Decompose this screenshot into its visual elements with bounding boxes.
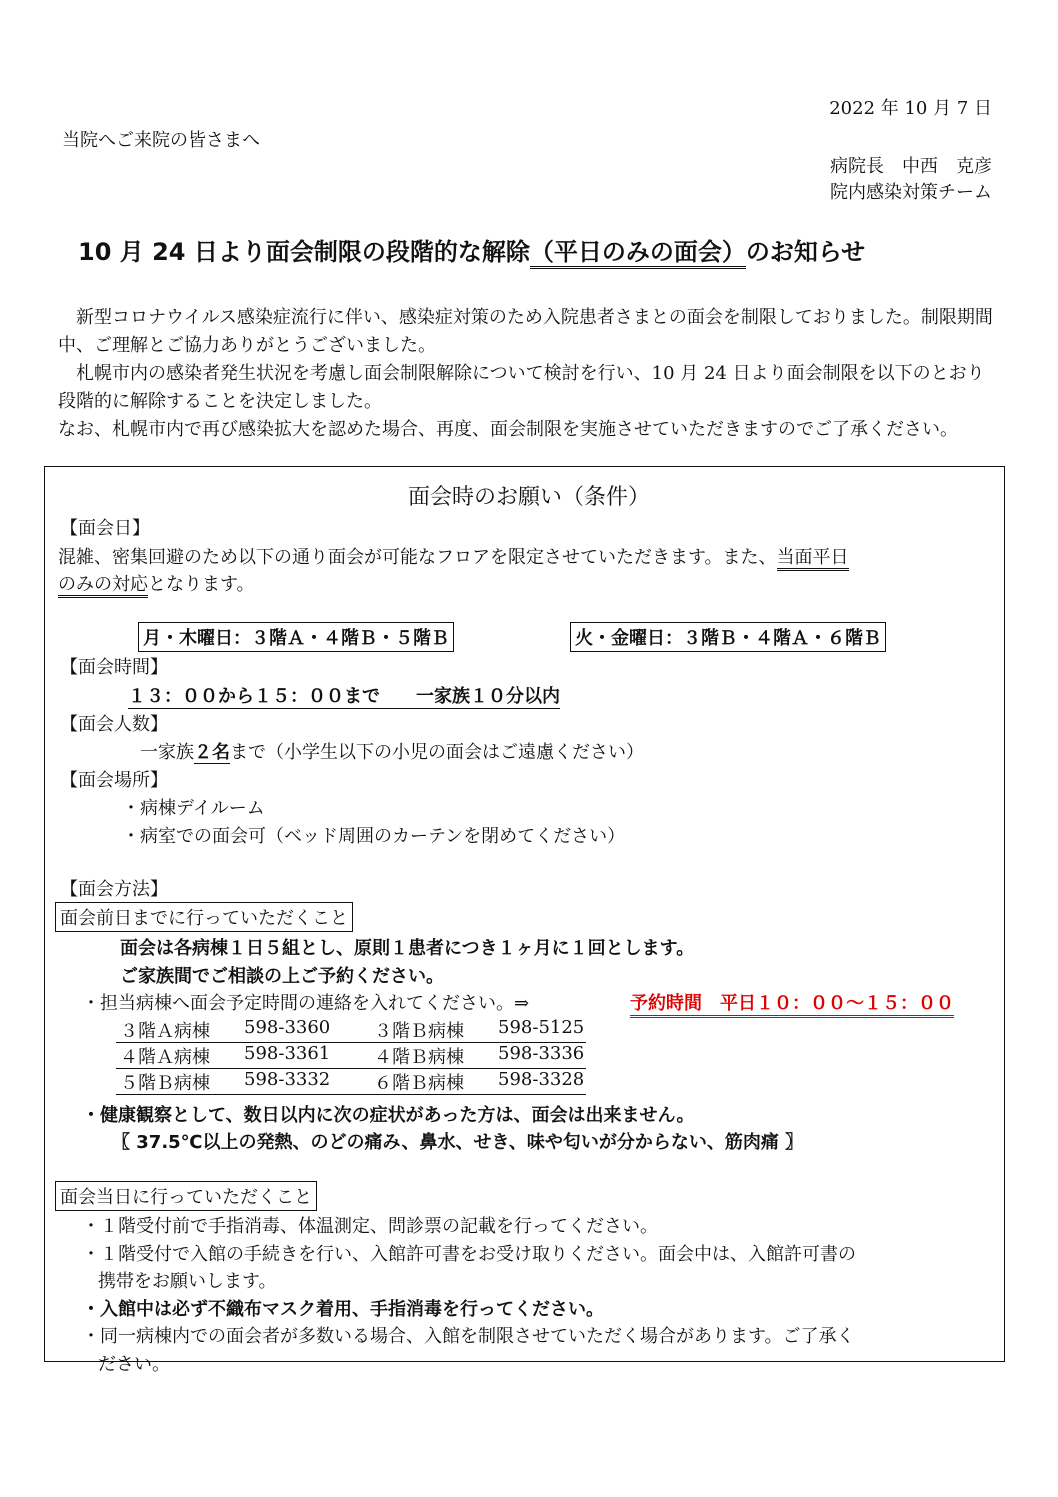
- symptom-list: 〖 37.5℃以上の発熱、のどの痛み、鼻水、せき、味や匂いが分からない、筋肉痛 〗: [112, 1132, 804, 1153]
- title-main: 10 月 24 日より面会制限の段階的な解除: [78, 238, 530, 266]
- day-step-4-cont: ださい。: [98, 1354, 170, 1375]
- ward-name: ３階Ｂ病棟: [374, 1021, 464, 1042]
- phone-number: 598-3328: [498, 1069, 585, 1090]
- days-highlight-2: のみの対応: [58, 574, 148, 598]
- day-step-2-cont: 携帯をお願いします。: [98, 1271, 277, 1292]
- ward-name: ６階Ｂ病棟: [374, 1073, 464, 1094]
- date: 2022 年 10 月 7 日: [829, 98, 992, 119]
- day-heading: 面会当日に行っていただくこと: [55, 1181, 317, 1211]
- phone-number: 598-3332: [244, 1069, 331, 1090]
- count-suffix: まで（小学生以下の小児の面会はご遠慮ください）: [230, 742, 644, 763]
- day-step-3: ・入館中は必ず不織布マスク着用、手指消毒を行ってください。: [82, 1299, 604, 1320]
- count-prefix: 一家族: [140, 742, 194, 763]
- time-label: 【面会時間】: [60, 657, 168, 678]
- schedule-tue-fri: 火・金曜日：３階Ｂ・４階Ａ・６階Ｂ: [570, 622, 886, 652]
- intro-paragraph-2: 札幌市内の感染者発生状況を考慮し面会制限解除について検討を行い、10 月 24 日より面会制限を以下のとおり段階的に解除することを決定しました。: [58, 363, 985, 412]
- phone-row: [116, 1068, 586, 1095]
- contact-instruction: ・担当病棟へ面会予定時間の連絡を入れてください。⇒: [82, 993, 530, 1014]
- days-text-1: 混雑、密集回避のため以下の通り面会が可能なフロアを限定させていただきます。また、: [58, 547, 777, 568]
- method-label: 【面会方法】: [60, 879, 168, 900]
- intro-text: [58, 304, 998, 444]
- sender-name: 病院長 中西 克彦: [830, 156, 992, 177]
- phone-number: 598-3361: [244, 1043, 331, 1064]
- phone-number: 598-3336: [498, 1043, 585, 1064]
- schedule-mon-thu: 月・木曜日：３階Ａ・４階Ｂ・５階Ｂ: [138, 622, 454, 652]
- place-dayroom: ・病棟デイルーム: [122, 798, 265, 819]
- phone-row: [116, 1016, 586, 1043]
- days-highlight-1: 当面平日: [777, 547, 849, 571]
- days-label: 【面会日】: [60, 518, 150, 539]
- count-number: ２名: [194, 742, 230, 763]
- title-suffix: のお知らせ: [745, 238, 866, 266]
- intro-paragraph-3: なお、札幌市内で再び感染拡大を認めた場合、再度、面会制限を実施させていただきますのでご了承ください。: [58, 419, 958, 440]
- phone-number: 598-3360: [244, 1017, 331, 1038]
- count-label: 【面会人数】: [60, 714, 168, 735]
- intro-paragraph-1: 新型コロナウイルス感染症流行に伴い、感染症対策のため入院患者さまとの面会を制限しておりました。制限期間中、ご理解とご協力ありがとうございました。: [58, 307, 993, 356]
- page-title: [78, 232, 865, 267]
- reservation-time: 予約時間 平日１０：００～１５：００: [630, 989, 954, 1018]
- ward-name: ５階Ｂ病棟: [120, 1073, 210, 1094]
- before-rule-2: ご家族間でご相談の上ご予約ください。: [120, 966, 444, 987]
- addressee: 当院へご来院の皆さまへ: [62, 130, 260, 151]
- day-step-2: ・１階受付で入館の手続きを行い、入館許可書をお受け取りください。面会中は、入館許可書の: [82, 1244, 856, 1265]
- day-step-1: ・１階受付前で手指消毒、体温測定、問診票の記載を行ってください。: [82, 1216, 658, 1237]
- before-heading: 面会前日までに行っていただくこと: [55, 902, 353, 932]
- days-text-2: となります。: [148, 574, 255, 595]
- health-check-note: ・健康観察として、数日以内に次の症状があった方は、面会は出来ません。: [82, 1105, 695, 1126]
- ward-name: ４階Ａ病棟: [120, 1047, 210, 1068]
- phone-row: [116, 1042, 586, 1069]
- visitor-count: [140, 738, 644, 764]
- sender-team: 院内感染対策チーム: [830, 182, 992, 203]
- title-weekday-only: （平日のみの面会）: [530, 238, 746, 269]
- days-text-line2: [58, 570, 255, 596]
- before-rule-1: 面会は各病棟１日５組とし、原則１患者につき１ヶ月に１回とします。: [120, 938, 695, 959]
- day-step-4: ・同一病棟内での面会者が多数いる場合、入館を制限させていただく場合があります。ご了承く: [82, 1326, 855, 1347]
- place-label: 【面会場所】: [60, 770, 168, 791]
- days-text-line1: [58, 543, 849, 569]
- place-room: ・病室での面会可（ベッド周囲のカーテンを閉めてください）: [122, 826, 626, 847]
- ward-name: ４階Ｂ病棟: [374, 1047, 464, 1068]
- box-title: 面会時のお願い（条件）: [407, 485, 650, 510]
- ward-name: ３階Ａ病棟: [120, 1021, 210, 1042]
- phone-number: 598-5125: [498, 1017, 585, 1038]
- visiting-hours: １３：００から１５：００まで 一家族１０分以内: [128, 682, 560, 709]
